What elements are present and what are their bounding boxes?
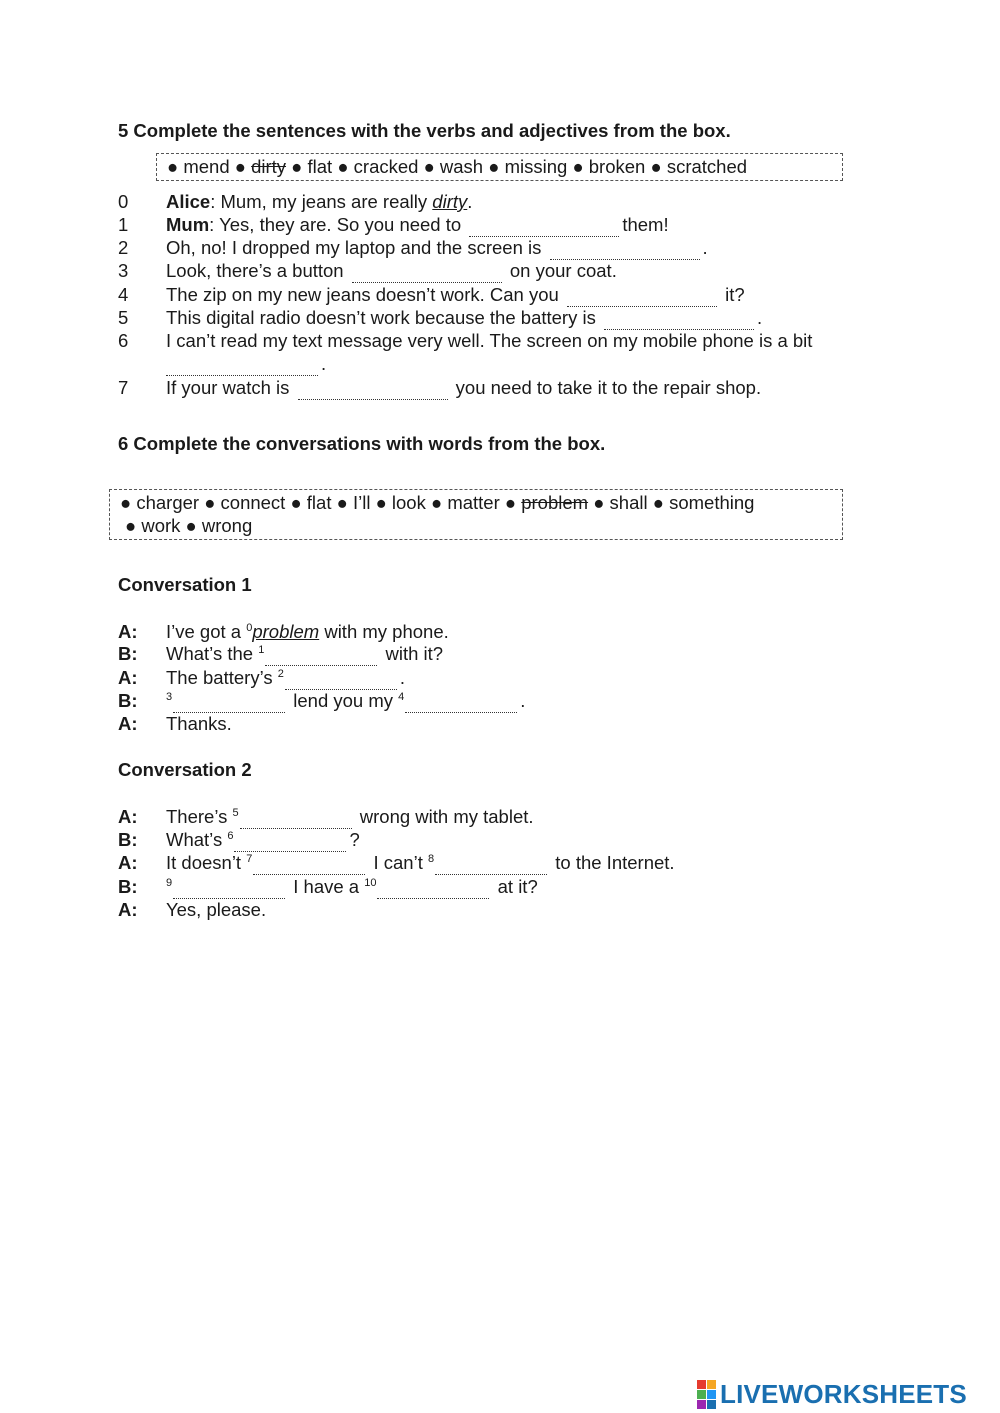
conv2-line-0: A: There’s $^5$ wrong with my tablet.	[118, 806, 534, 827]
conversation-1-title: Conversation 1	[118, 574, 252, 595]
conv2-line-1: B: What’s $^6$ ?	[118, 829, 360, 850]
sentence-3: 3 Look, there’s a button on your coat.	[118, 260, 617, 281]
sentence-1: 1 Mum: Yes, they are. So you need to them!	[118, 214, 669, 235]
answer-input-3[interactable]	[352, 265, 502, 283]
answer-input-c6[interactable]	[234, 834, 346, 852]
sentence-0: 0 Alice: Mum, my jeans are really dirty.	[118, 191, 473, 212]
answer-input-c7[interactable]	[253, 857, 365, 875]
conversation-2-title: Conversation 2	[118, 759, 252, 780]
answer-input-c10[interactable]	[377, 881, 489, 899]
conv1-line-0: A: I’ve got a $^0$problem with my phone.	[118, 621, 449, 642]
conv2-line-3: B: $^9$ I have a $^{10}$ at it?	[118, 876, 538, 897]
word-box-6: ● charger ● connect ● flat ● I’ll ● look ● matter ● problem ● shall ● something ● work ● wrong	[109, 489, 843, 540]
logo-square	[697, 1390, 706, 1399]
liveworksheets-logo-icon	[697, 1380, 716, 1409]
logo-square	[697, 1380, 706, 1389]
answer-input-c9[interactable]	[173, 881, 285, 899]
word-box-5: ● mend ● dirty ● flat ● cracked ● wash ● missing ● broken ● scratched	[156, 153, 843, 181]
answer-input-7[interactable]	[298, 382, 448, 400]
sentence-6: 6 I can’t read my text message very well. The screen on my mobile phone is a bit	[118, 330, 813, 351]
sentence-5: 5 This digital radio doesn’t work because the battery is .	[118, 307, 763, 328]
answer-input-c3[interactable]	[173, 695, 285, 713]
conv2-line-4: A: Yes, please.	[118, 899, 267, 920]
answer-input-c1[interactable]	[265, 648, 377, 666]
logo-square	[707, 1400, 716, 1409]
sentence-4: 4 The zip on my new jeans doesn’t work. Can you it?	[118, 284, 745, 305]
answer-input-c5[interactable]	[240, 811, 352, 829]
answer-input-c4[interactable]	[405, 695, 517, 713]
answer-input-5[interactable]	[604, 312, 754, 330]
conv1-line-3: B: $^3$ lend you my $^4$ .	[118, 690, 526, 711]
logo-text: LIVEWORKSHEETS	[720, 1378, 967, 1409]
conv1-line-4: A: Thanks.	[118, 713, 232, 734]
sentence-6-continued: .	[166, 352, 326, 376]
answer-input-c2[interactable]	[285, 672, 397, 690]
answer-input-6[interactable]	[166, 358, 318, 376]
sentence-2: 2 Oh, no! I dropped my laptop and the screen is .	[118, 237, 708, 258]
answer-input-c8[interactable]	[435, 857, 547, 875]
logo-square	[707, 1380, 716, 1389]
section-6-heading: 6 Complete the conversations with words from the box.	[118, 433, 606, 454]
conv1-line-2: A: The battery’s $^2$ .	[118, 667, 406, 688]
section-5-heading: 5 Complete the sentences with the verbs and adjectives from the box.	[118, 120, 731, 141]
answer-input-4[interactable]	[567, 289, 717, 307]
logo-square	[697, 1400, 706, 1409]
conv2-line-2: A: It doesn’t $^7$ I can’t $^8$ to the Internet.	[118, 852, 675, 873]
answer-input-1[interactable]	[469, 219, 619, 237]
sentence-7: 7 If your watch is you need to take it to the repair shop.	[118, 377, 762, 398]
conv1-line-1: B: What’s the $^1$ with it?	[118, 643, 444, 664]
liveworksheets-logo	[697, 1378, 967, 1410]
logo-square	[707, 1390, 716, 1399]
answer-input-2[interactable]	[550, 242, 700, 260]
